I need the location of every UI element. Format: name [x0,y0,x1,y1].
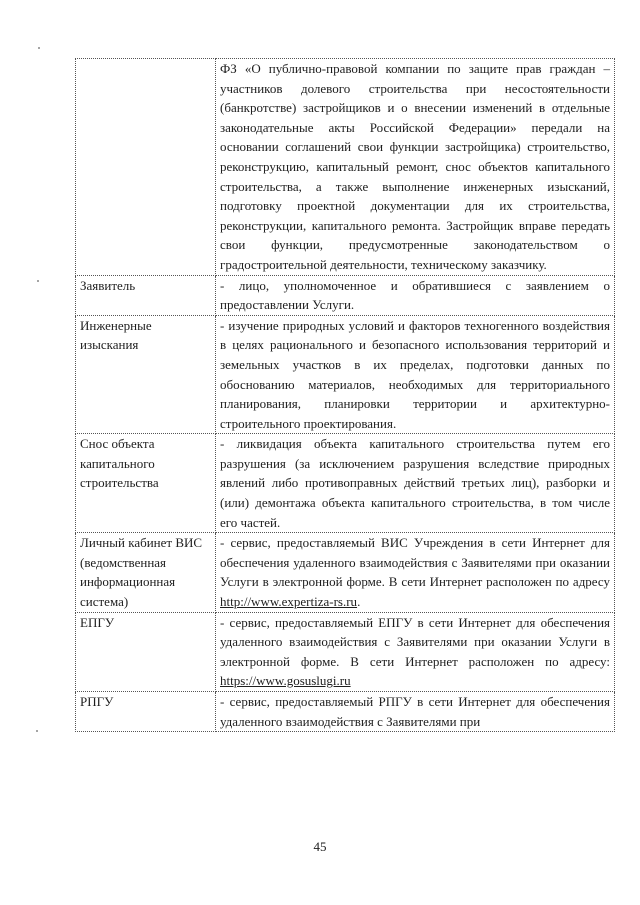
table-row [76,612,615,691]
table-row [76,275,615,315]
term-cell: Инженерные изыскания [76,315,216,434]
table-row [76,434,615,533]
definition-cell [216,533,615,612]
definition-cell: - изучение природных условий и факторов техногенного воздействия в целях рационального и безопасного использования территорий и земельных участков в их пределах, подготовки данных по обоснованию материалов, необходимых для территориального планирования, планировки территории и архитектурно-строительного проектирования. [216,315,615,434]
table-row [76,533,615,612]
page-number: 45 [313,839,327,854]
term-cell: Снос объекта капитального строительства [76,434,216,533]
definition-cell [216,612,615,691]
definition-text: - сервис, предоставляемый ЕПГУ в сети Интернет для обеспечения удаленного взаимодействия с Заявителями при оказании Услуги в электронной форме. В сети Интернет расположен по адресу: [220,614,610,669]
term-cell: ЕПГУ [76,612,216,691]
term-cell: Заявитель [76,275,216,315]
scan-speck [38,47,40,49]
vis-url-link[interactable]: http://www.expertiza-rs.ru [220,594,358,610]
scan-speck [37,280,39,282]
term-cell: Личный кабинет ВИС (ведомственная информационная система) [76,533,216,612]
definition-cell: - сервис, предоставляемый РПГУ в сети Интернет для обеспечения удаленного взаимодействия с Заявителями при [216,692,615,732]
definition-cell: - ликвидация объекта капитального строительства путем его разрушения (за исключением разрушения вследствие природных явлений либо противоправных действий третьих лиц), разборки и (или) демонтажа объекта капитального строительства, в том числе его частей. [216,434,615,533]
term-cell [76,59,216,276]
definition-text: - сервис, предоставляемый ВИС Учреждения в сети Интернет для обеспечения удаленного взаимодействия с Заявителями при оказании Услуги в электронной форме. В сети Интернет расположен по адресу [220,535,610,590]
table-row [76,59,615,276]
table-row [76,692,615,732]
definition-cell: - лицо, уполномоченное и обратившиеся с заявлением о предоставлении Услуги. [216,275,615,315]
table-row [76,315,615,434]
terms-table [75,58,615,732]
definition-cell: ФЗ «О публично-правовой компании по защите прав граждан – участников долевого строительства при несостоятельности (банкротстве) застройщиков и о внесении изменений в отдельные законодательные акты Российской Федерации» передали на основании соглашений свои функции застройщика) строительство, реконструкцию, капитальный ремонт, снос объектов капитального строительства, а также выполнение инженерных изысканий, подготовку проектной документации для их строительства, реконструкции, капитального ремонта. Застройщик вправе передать свои функции, предусмотренные законодательством о градостроительной деятельности, техническому заказчику. [216,59,615,276]
definition-tail: . [357,594,361,610]
term-cell: РПГУ [76,692,216,732]
epgu-url-link[interactable]: https://www.gosuslugi.ru [220,673,351,689]
scan-speck [36,730,38,732]
